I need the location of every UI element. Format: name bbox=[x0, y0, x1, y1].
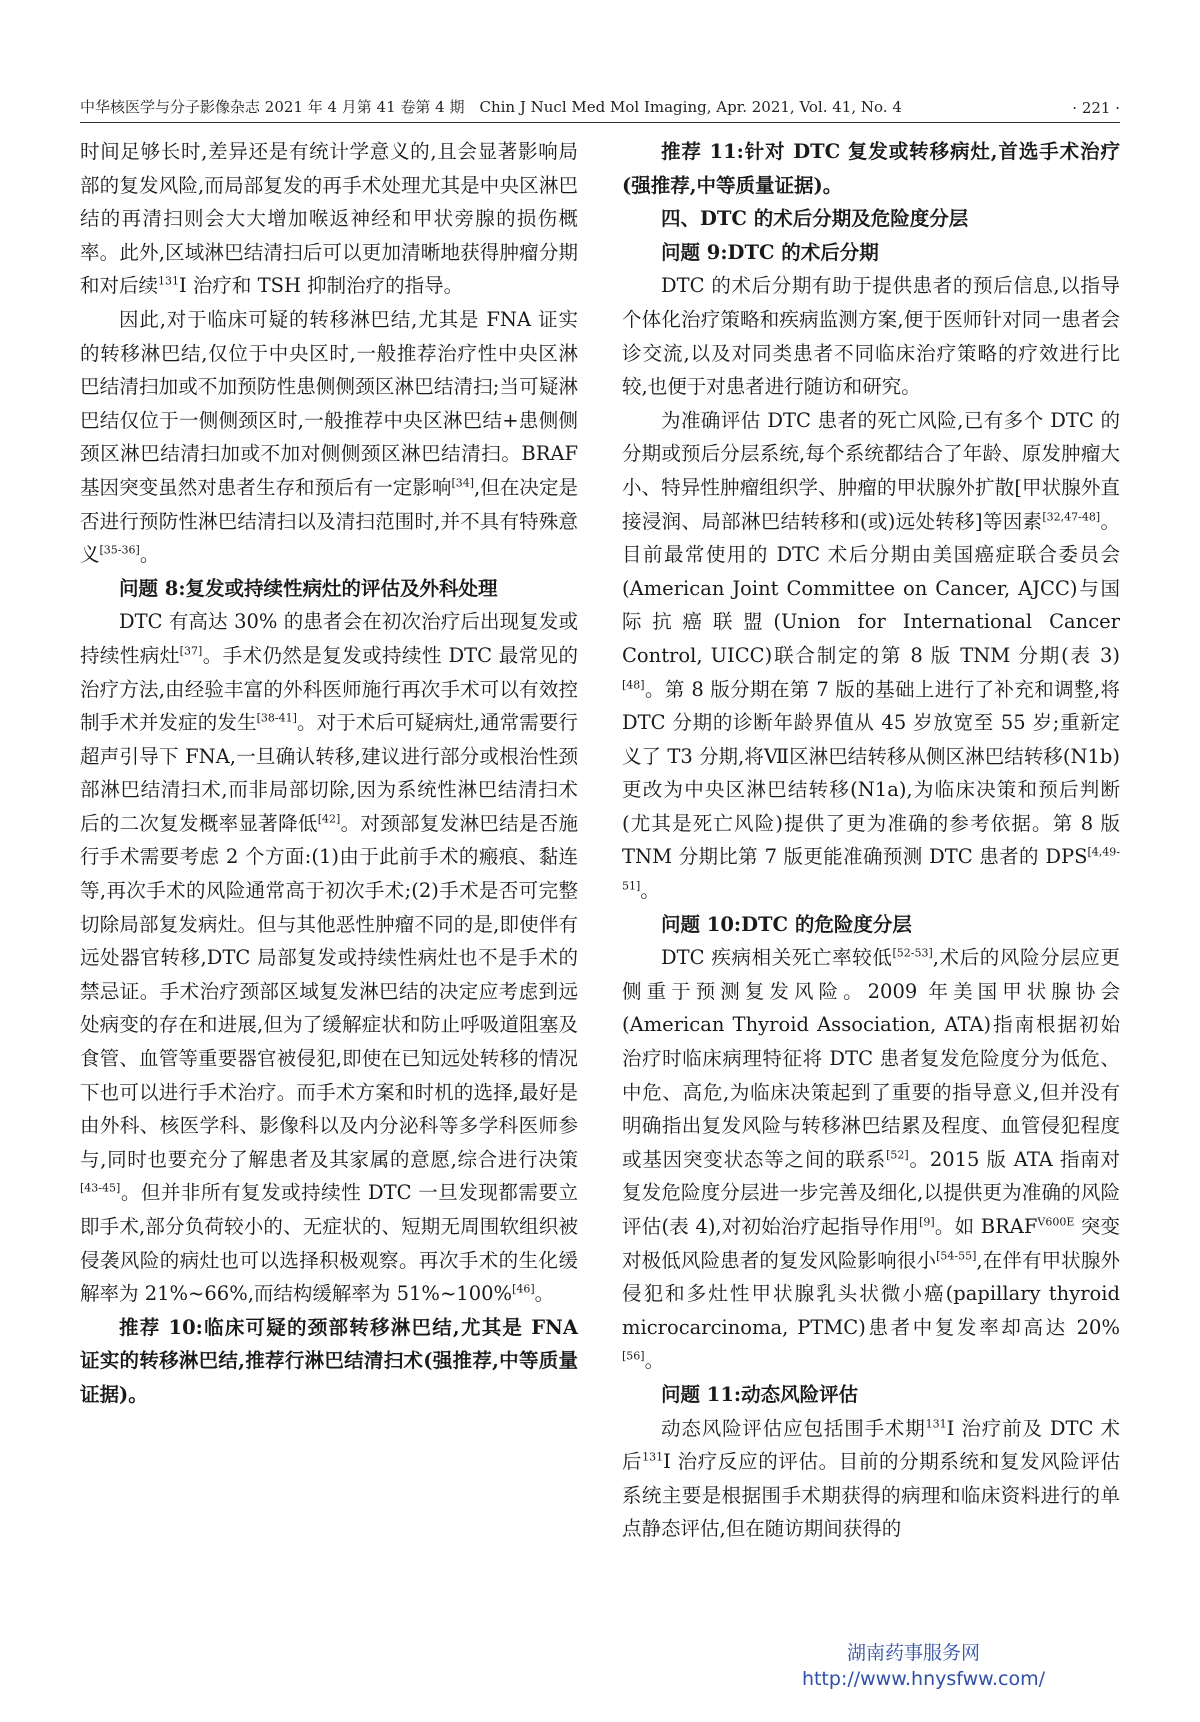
section-heading: 四、DTC 的术后分期及危险度分层 bbox=[661, 207, 969, 231]
paragraph: 动态风险评估应包括围手术期$^{131}$I 治疗前及 DTC 术后$^{131}$I 治疗反应的评估。目前的分期系统和复发风险评估系统主要是根据围手术期获得的病理和临床资料进行的单点静态评估,但在随访期间获得的 bbox=[622, 1416, 1120, 1541]
paragraph: 时间足够长时,差异还是有统计学意义的,且会显著影响局部的复发风险,而局部复发的再手术处理尤其是中央区淋巴结的再清扫则会大大增加喉返神经和甲状旁腺的损伤概率。此外,区域淋巴结清扫后可以更加清晰地获得肿瘤分期和对后续$^{131}$I 治疗和 TSH 抑制治疗的指导。 bbox=[80, 140, 578, 298]
section-heading: 问题 11:动态风险评估 bbox=[661, 1382, 859, 1406]
journal-citation: 中华核医学与分子影像杂志 2021 年 4 月第 41 卷第 4 期 Chin J Nucl Med Mol Imaging, Apr. 2021, Vol. 41, No. 4 bbox=[80, 98, 902, 116]
header-rule bbox=[80, 122, 1120, 123]
section-heading: 问题 8:复发或持续性病灶的评估及外科处理 bbox=[119, 576, 498, 600]
running-header bbox=[80, 96, 1120, 117]
watermark-site-name: 湖南药事服务网 bbox=[846, 1642, 980, 1664]
recommendation: 推荐 10:临床可疑的颈部转移淋巴结,尤其是 FNA 证实的转移淋巴结,推荐行淋巴结清扫术(强推荐,中等质量证据)。 bbox=[80, 1315, 578, 1406]
right-column bbox=[622, 135, 1120, 1546]
paragraph: DTC 的术后分期有助于提供患者的预后信息,以指导个体化治疗策略和疾病监测方案,便于医师针对同一患者会诊交流,以及对同类患者不同临床治疗策略的疗效进行比较,也便于对患者进行随访和研究。 bbox=[622, 274, 1120, 399]
paragraph: DTC 疾病相关死亡率较低[52-53],术后的风险分层应更侧重于预测复发风险。2009 年美国甲状腺协会(American Thyroid Association, ATA)指南根据初始治疗时临床病理特征将 DTC 患者复发危险度分为低危、中危、高危,为临床决策起到了重要的指导意义,但并没有明确指出复发风险与转移淋巴结累及程度、血管侵犯程度或基因突变状态等之间的联系[52]。2015 版 ATA 指南对复发危险度分层进一步完善及细化,以提供更为准确的风险评估(表 4),对初始治疗起指导作用[9]。如 $BRAF^{V600E}$ 突变对极低风险患者的复发风险影响很小[54-55],在伴有甲状腺外侵犯和多灶性甲状腺乳头状微小癌(papillary thyroid microcarcinoma, PTMC)患者中复发率却高达 20%[56]。 bbox=[622, 946, 1120, 1373]
page-number: · 221 · bbox=[1072, 99, 1120, 117]
section-heading: 问题 9:DTC 的术后分期 bbox=[661, 240, 879, 264]
site-watermark bbox=[80, 1640, 1120, 1692]
section-heading: 问题 10:DTC 的危险度分层 bbox=[661, 912, 912, 936]
paragraph: 为准确评估 DTC 患者的死亡风险,已有多个 DTC 的分期或预后分层系统,每个系统都结合了年龄、原发肿瘤大小、特异性肿瘤组织学、肿瘤的甲状腺外扩散[甲状腺外直接浸润、局部淋巴结转移和(或)远处转移]等因素[32,47-48]。目前最常使用的 DTC 术后分期由美国癌症联合委员会(American Joint Committee on Cancer, AJCC)与国际抗癌联盟(Union for International Cancer Control, UICC)联合制定的第 8 版 TNM 分期(表 3)[48]。第 8 版分期在第 7 版的基础上进行了补充和调整,将 DTC 分期的诊断年龄界值从 45 岁放宽至 55 岁;重新定义了 T3 分期,将Ⅶ区淋巴结转移从侧区淋巴结转移(N1b)更改为中央区淋巴结转移(N1a),为临床决策和预后判断(尤其是死亡风险)提供了更为准确的参考依据。第 8 版 TNM 分期比第 7 版更能准确预测 DTC 患者的 DPS[4,49-51]。 bbox=[622, 408, 1120, 903]
paragraph: 因此,对于临床可疑的转移淋巴结,尤其是 FNA 证实的转移淋巴结,仅位于中央区时,一般推荐治疗性中央区淋巴结清扫加或不加预防性患侧侧颈区淋巴结清扫;当可疑淋巴结仅位于一侧侧颈区时,一般推荐中央区淋巴结+患侧侧颈区淋巴结清扫加或不加对侧侧颈区淋巴结清扫。BRAF 基因突变虽然对患者生存和预后有一定影响[34],但在决定是否进行预防性淋巴结清扫以及清扫范围时,并不具有特殊意义[35-36]。 bbox=[80, 307, 578, 567]
watermark-url[interactable]: http://www.hnysfww.com/ bbox=[801, 1668, 1045, 1690]
paragraph: DTC 有高达 30% 的患者会在初次治疗后出现复发或持续性病灶[37]。手术仍然是复发或持续性 DTC 最常见的治疗方法,由经验丰富的外科医师施行再次手术可以有效控制手术并发症的发生[38-41]。对于术后可疑病灶,通常需要行超声引导下 FNA,一旦确认转移,建议进行部分或根治性颈部淋巴结清扫术,而非局部切除,因为系统性淋巴结清扫术后的二次复发概率显著降低[42]。对颈部复发淋巴结是否施行手术需要考虑 2 个方面:(1)由于此前手术的瘢痕、黏连等,再次手术的风险通常高于初次手术;(2)手术是否可完整切除局部复发病灶。但与其他恶性肿瘤不同的是,即使伴有远处器官转移,DTC 局部复发或持续性病灶也不是手术的禁忌证。手术治疗颈部区域复发淋巴结的决定应考虑到远处病变的存在和进展,但为了缓解症状和防止呼吸道阻塞及食管、血管等重要器官被侵犯,即使在已知远处转移的情况下也可以进行手术治疗。而手术方案和时机的选择,最好是由外科、核医学科、影像科以及内分泌科等多学科医师参与,同时也要充分了解患者及其家属的意愿,综合进行决策[43-45]。但并非所有复发或持续性 DTC 一旦发现都需要立即手术,部分负荷较小的、无症状的、短期无周围软组织被侵袭风险的病灶也可以选择积极观察。再次手术的生化缓解率为 21%~66%,而结构缓解率为 51%~100%[46]。 bbox=[80, 610, 578, 1306]
left-column bbox=[80, 135, 578, 1412]
recommendation: 推荐 11:针对 DTC 复发或转移病灶,首选手术治疗(强推荐,中等质量证据)。 bbox=[622, 140, 1120, 197]
